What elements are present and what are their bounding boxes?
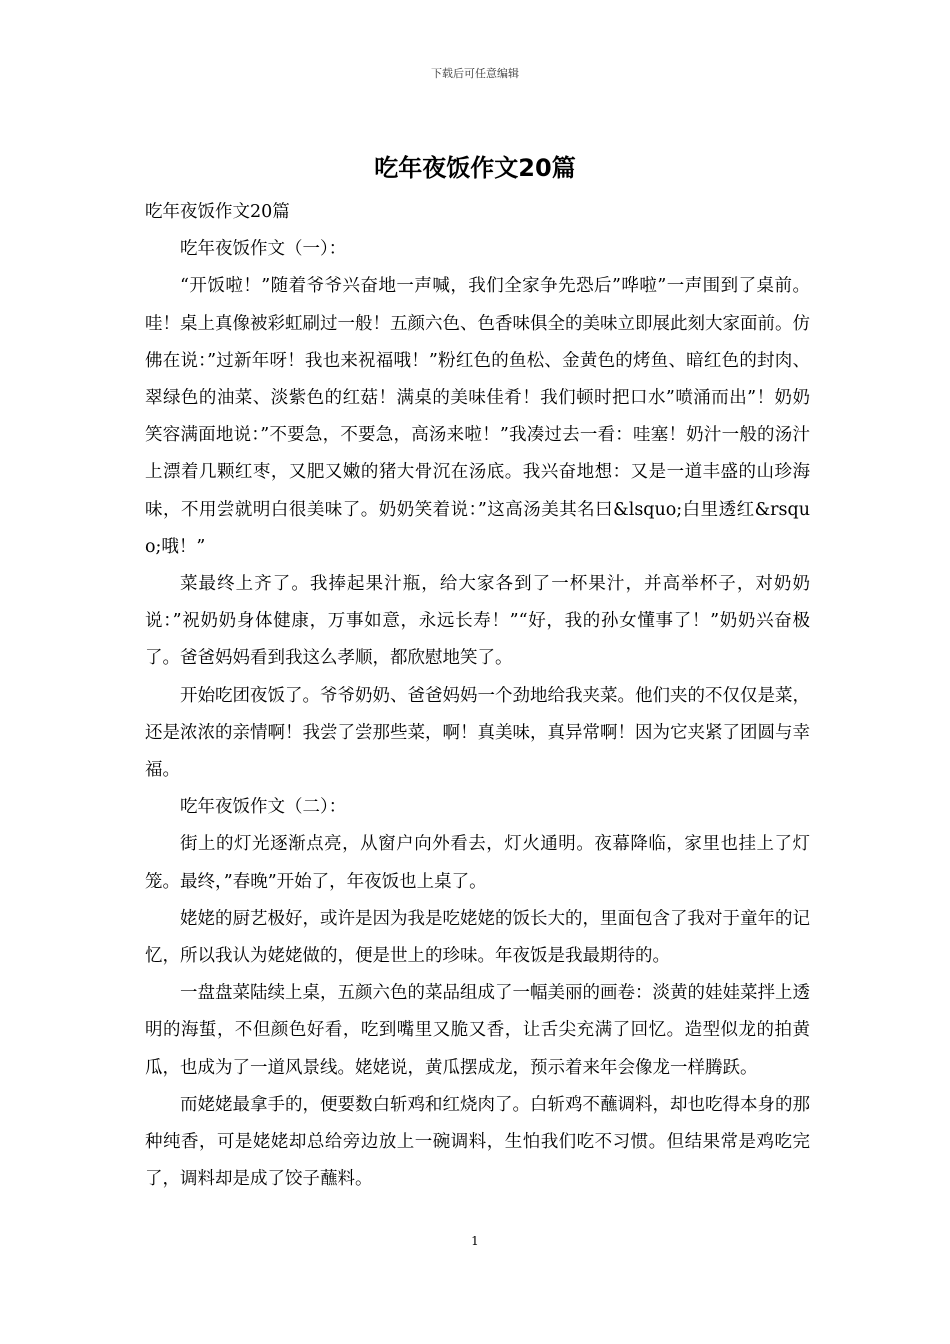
document-body xyxy=(145,194,810,1198)
body-paragraph: 姥姥的厨艺极好，或许是因为我是吃姥姥的饭长大的，里面包含了我对于童年的记忆，所以我认为姥姥做的，便是世上的珍味。年夜饭是我最期待的。 xyxy=(145,908,810,967)
body-paragraph: 街上的灯光逐渐点亮，从窗户向外看去，灯火通明。夜幕降临，家里也挂上了灯笼。最终，”春晚”开始了，年夜饭也上桌了。 xyxy=(145,834,810,892)
subtitle-paragraph: 吃年夜饭作文20篇 xyxy=(145,202,290,222)
page-number: 1 xyxy=(471,1234,479,1248)
body-paragraph: 开始吃团夜饭了。爷爷奶奶、爸爸妈妈一个劲地给我夹菜。他们夹的不仅仅是菜，还是浓浓的亲情啊！我尝了尝那些菜，啊！真美味，真异常啊！因为它夹紧了团圆与幸福。 xyxy=(145,685,810,781)
body-paragraph: 一盘盘菜陆续上桌，五颜六色的菜品组成了一幅美丽的画卷：淡黄的娃娃菜拌上透明的海蜇，不但颜色好看，吃到嘴里又脆又香，让舌尖充满了回忆。造型似龙的拍黄瓜，也成为了一道风景线。姥姥说，黄瓜摆成龙，预示着来年会像龙一样腾跃。 xyxy=(145,983,810,1078)
header-note: 下载后可任意编辑 xyxy=(431,67,519,80)
section-heading-2: 吃年夜饭作文（二）： xyxy=(180,797,347,818)
body-paragraph: 而姥姥最拿手的，便要数白斩鸡和红烧肉了。白斩鸡不蘸调料，却也吃得本身的那种纯香，可是姥姥却总给旁边放上一碗调料，生怕我们吃不习惯。但结果常是鸡吃完了，调料却是成了饺子蘸料。 xyxy=(145,1094,810,1190)
document-title: 吃年夜饭作文20篇 xyxy=(374,154,576,182)
body-paragraph: 菜最终上齐了。我捧起果汁瓶，给大家各到了一杯果汁，并高举杯子，对奶奶说：”祝奶奶身体健康，万事如意，永远长寿！”“好，我的孙女懂事了！”奶奶兴奋极了。爸爸妈妈看到我这么孝顺，都欣慰地笑了。 xyxy=(145,574,810,669)
section-heading-1: 吃年夜饭作文（一）： xyxy=(180,239,347,260)
body-paragraph: “开饭啦！”随着爷爷兴奋地一声喊，我们全家争先恐后”哗啦”一声围到了桌前。哇！桌上真像被彩虹刷过一般！五颜六色、色香味俱全的美味立即展此刻大家面前。仿佛在说：”过新年呀！我也来祝福哦！”粉红色的鱼松、金黄色的烤鱼、暗红色的封肉、翠绿色的油菜、淡紫色的红菇！满桌的美味佳肴！我们顿时把口水”喷涌而出”！奶奶笑容满面地说：”不要急，不要急，高汤来啦！”我凑过去一看：哇塞！奶汁一般的汤汁上漂着几颗红枣，又肥又嫩的猪大骨沉在汤底。我兴奋地想：又是一道丰盛的山珍海味，不用尝就明白很美味了。奶奶笑着说：”这高汤美其名曰&lsquo;白里透红&rsquo;哦！” xyxy=(145,276,810,557)
